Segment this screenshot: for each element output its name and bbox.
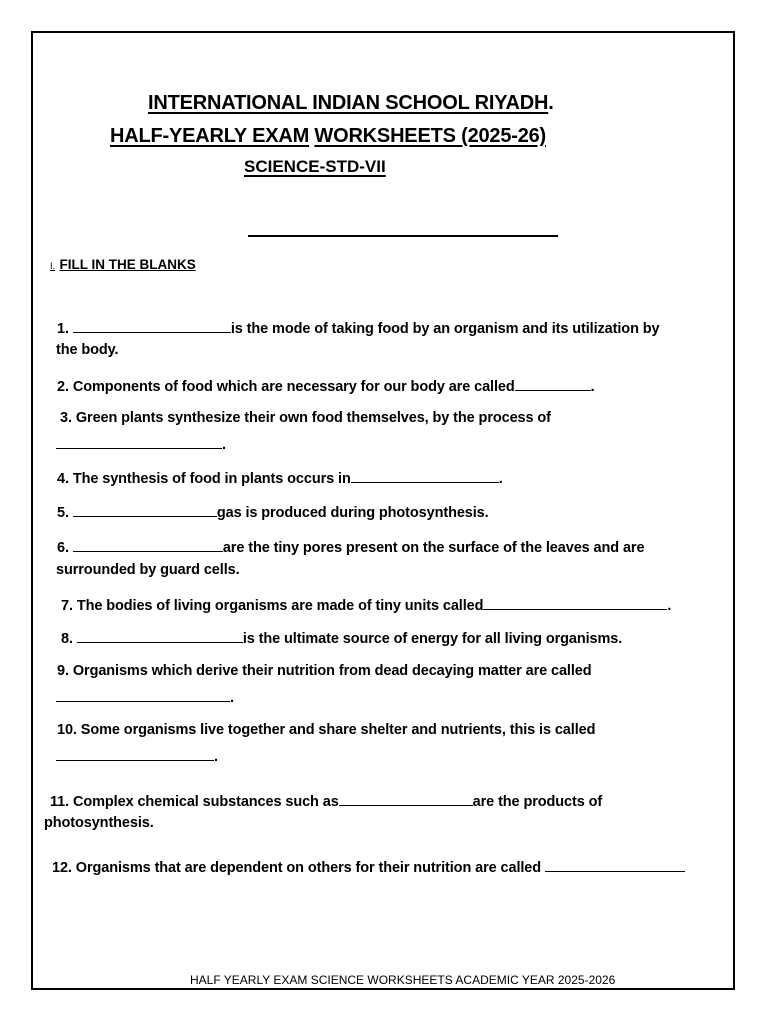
answer-blank[interactable] bbox=[483, 595, 667, 610]
subject-title: SCIENCE-STD-VII bbox=[244, 157, 386, 176]
answer-blank[interactable] bbox=[73, 502, 217, 517]
question-10: 10. Some organisms live together and share shelter and nutrients, this is called bbox=[57, 722, 596, 738]
name-line bbox=[248, 235, 558, 237]
answer-blank[interactable] bbox=[73, 318, 231, 333]
question-6: 6. are the tiny pores present on the surface of the leaves and are bbox=[57, 537, 644, 556]
school-title: INTERNATIONAL INDIAN SCHOOL RIYADH. bbox=[148, 92, 554, 114]
question-1: 1. is the mode of taking food by an organism and its utilization by bbox=[57, 318, 659, 337]
question-1-cont: the body. bbox=[56, 342, 119, 358]
answer-blank[interactable] bbox=[56, 746, 214, 761]
question-9: 9. Organisms which derive their nutrition from dead decaying matter are called bbox=[57, 663, 592, 679]
question-11: 11. Complex chemical substances such as are the products of bbox=[50, 791, 602, 810]
answer-blank[interactable] bbox=[515, 376, 591, 391]
question-3: 3. Green plants synthesize their own food themselves, by the process of bbox=[60, 410, 551, 426]
answer-blank[interactable] bbox=[56, 687, 230, 702]
answer-blank[interactable] bbox=[545, 857, 685, 872]
answer-blank[interactable] bbox=[339, 791, 473, 806]
answer-blank[interactable] bbox=[77, 628, 243, 643]
answer-blank[interactable] bbox=[351, 468, 499, 483]
question-7: 7. The bodies of living organisms are made of tiny units called . bbox=[61, 595, 671, 614]
question-4: 4. The synthesis of food in plants occurs in . bbox=[57, 468, 503, 487]
question-2: 2. Components of food which are necessary for our body are called . bbox=[57, 376, 595, 395]
question-12: 12. Organisms that are dependent on others for their nutrition are called bbox=[52, 857, 685, 876]
answer-blank[interactable] bbox=[56, 434, 222, 449]
question-8: 8. is the ultimate source of energy for all living organisms. bbox=[61, 628, 622, 647]
section-heading: I. FILL IN THE BLANKS bbox=[50, 257, 196, 272]
question-10-cont: . bbox=[56, 746, 218, 765]
exam-title: HALF-YEARLY EXAM WORKSHEETS (2025-26) bbox=[110, 125, 547, 147]
question-5: 5. gas is produced during photosynthesis. bbox=[57, 502, 489, 521]
question-11-cont: photosynthesis. bbox=[44, 815, 154, 831]
page-footer: HALF YEARLY EXAM SCIENCE WORKSHEETS ACADEMIC YEAR 2025-2026 bbox=[190, 973, 616, 987]
question-3-cont: . bbox=[56, 434, 226, 453]
question-6-cont: surrounded by guard cells. bbox=[56, 562, 240, 578]
question-9-cont: . bbox=[56, 687, 234, 706]
answer-blank[interactable] bbox=[73, 537, 223, 552]
